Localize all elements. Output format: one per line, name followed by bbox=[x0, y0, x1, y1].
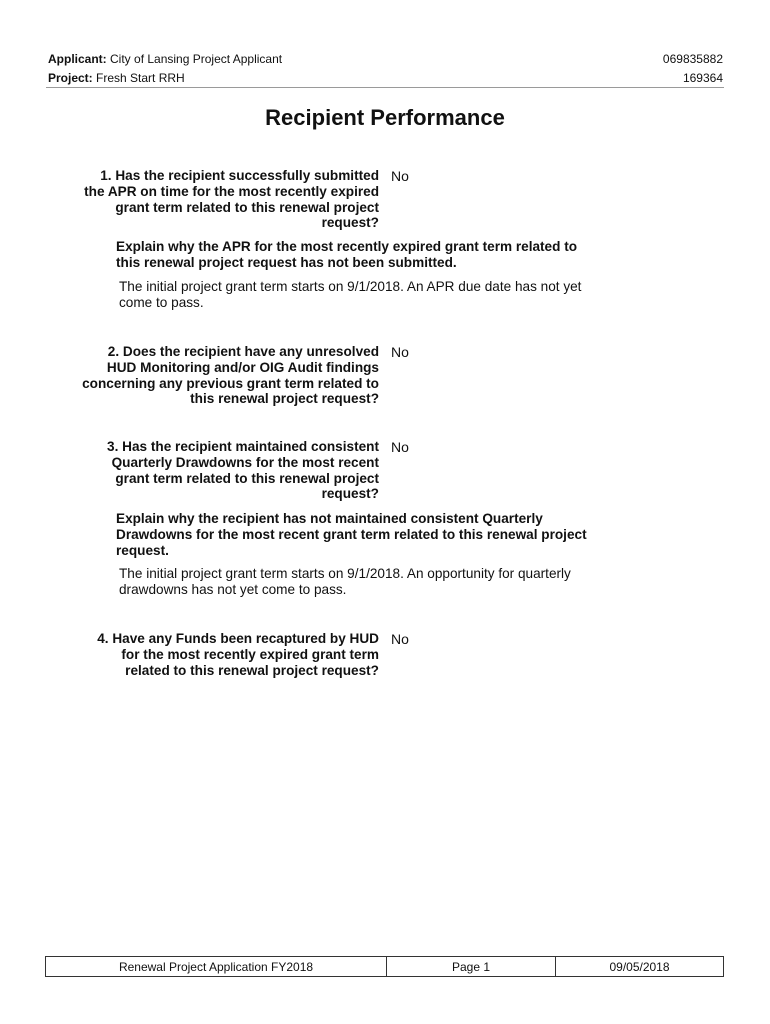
question-4 bbox=[40, 631, 379, 678]
question-3-explain-label bbox=[116, 511, 656, 559]
question-1-line-2: the APR on time for the most recently expired bbox=[84, 183, 379, 199]
question-3-line-4: request? bbox=[321, 486, 379, 502]
header-divider bbox=[46, 87, 724, 88]
question-2-line-1: 2. Does the recipient have any unresolved bbox=[107, 344, 379, 359]
question-3-explain-label-line-2: Drawdowns for the most recent grant term related to this renewal project bbox=[116, 527, 587, 542]
question-4-line-2: for the most recently expired grant term bbox=[121, 646, 379, 662]
question-4-answer: No bbox=[391, 631, 409, 647]
applicant-label: Applicant: bbox=[48, 52, 107, 66]
project-value: Fresh Start RRH bbox=[96, 71, 185, 85]
question-1-explain-label-line-2: this renewal project request has not been submitted. bbox=[116, 255, 457, 270]
footer-date: 09/05/2018 bbox=[609, 959, 670, 974]
footer-page-number: Page 1 bbox=[387, 957, 556, 976]
question-2-line-3: concerning any previous grant term related to bbox=[82, 375, 379, 391]
applicant-value: City of Lansing Project Applicant bbox=[110, 52, 283, 66]
question-2 bbox=[40, 344, 379, 407]
question-3-answer: No bbox=[391, 439, 409, 455]
question-3-line-2: Quarterly Drawdowns for the most recent bbox=[111, 454, 379, 470]
question-1-line-3: grant term related to this renewal project bbox=[115, 199, 379, 215]
question-1-explain-text-line-1: The initial project grant term starts on 9/1/2018. An APR due date has not yet bbox=[119, 279, 582, 294]
page-footer bbox=[45, 956, 724, 977]
applicant-header bbox=[48, 50, 282, 88]
question-3-line-1: 3. Has the recipient maintained consistent bbox=[107, 439, 379, 454]
project-line bbox=[48, 69, 282, 88]
question-3-line-3: grant term related to this renewal project bbox=[115, 470, 379, 486]
question-1-line-1: 1. Has the recipient successfully submitted bbox=[100, 168, 379, 183]
question-3-explain-text-line-2: drawdowns has not yet come to pass. bbox=[119, 582, 347, 597]
question-3-explain-label-line-3: request. bbox=[116, 543, 169, 558]
applicant-line bbox=[48, 50, 282, 69]
question-1-explain-text bbox=[119, 279, 659, 311]
project-label: Project: bbox=[48, 71, 93, 85]
question-2-line-4: this renewal project request? bbox=[190, 391, 379, 407]
question-4-line-3: related to this renewal project request? bbox=[125, 662, 379, 678]
footer-application-name: Renewal Project Application FY2018 bbox=[46, 957, 387, 976]
identifier-header bbox=[663, 50, 723, 88]
question-1-answer: No bbox=[391, 168, 409, 184]
question-2-line-2: HUD Monitoring and/or OIG Audit findings bbox=[106, 359, 379, 375]
question-3 bbox=[40, 439, 379, 502]
question-1 bbox=[40, 168, 379, 231]
question-4-line-1: 4. Have any Funds been recaptured by HUD bbox=[97, 631, 379, 646]
project-id: 169364 bbox=[682, 71, 723, 85]
question-1-line-4: request? bbox=[321, 215, 379, 231]
question-3-explain-text bbox=[119, 566, 659, 598]
question-1-explain-label-line-1: Explain why the APR for the most recently expired grant term related to bbox=[116, 239, 578, 254]
question-1-explain-text-line-2: come to pass. bbox=[119, 295, 204, 310]
question-3-explain-text-line-1: The initial project grant term starts on 9/1/2018. An opportunity for quarterly bbox=[119, 566, 571, 581]
question-3-explain-label-line-1: Explain why the recipient has not maintained consistent Quarterly bbox=[116, 511, 543, 526]
question-2-answer: No bbox=[391, 344, 409, 360]
question-1-explain-label bbox=[116, 239, 656, 271]
applicant-id: 069835882 bbox=[662, 52, 723, 66]
page-title: Recipient Performance bbox=[265, 105, 505, 130]
